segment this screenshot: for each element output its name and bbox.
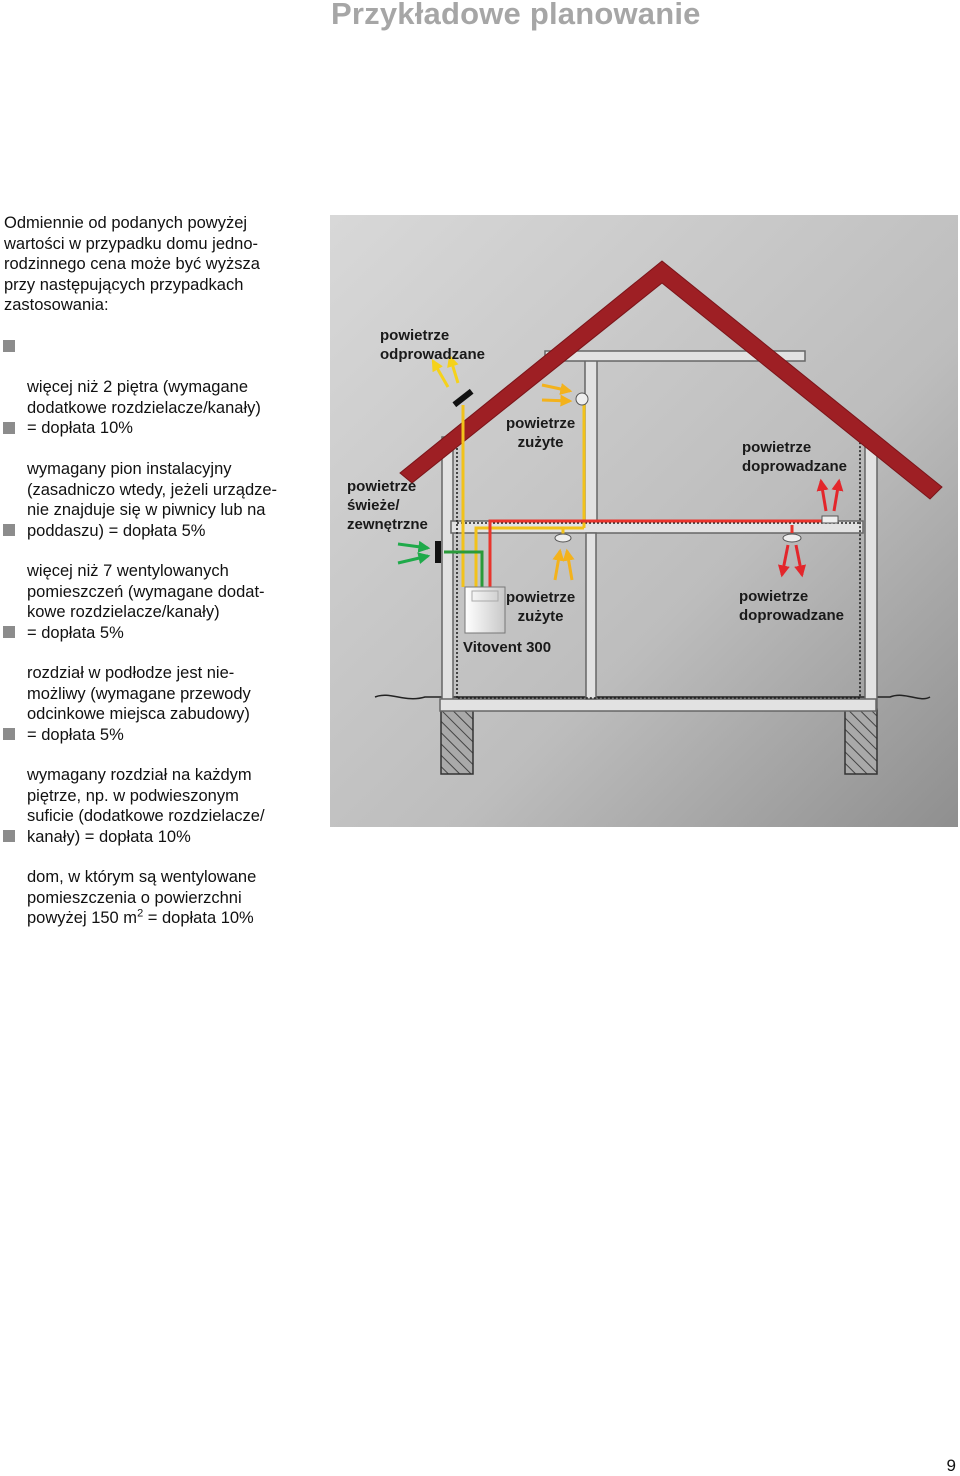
intro-paragraph: Odmiennie od podanych powyżej wartości w przypadku domu jedno- rodzinnego cena może być wyższa przy następujących przypadkach zastosowania: bbox=[4, 214, 260, 314]
page-title: Przykładowe planowanie bbox=[331, 0, 701, 31]
bullet-square-icon bbox=[3, 728, 15, 740]
label-supply-air-lower: powietrze doprowadzane bbox=[739, 588, 845, 624]
bullet-square-icon bbox=[3, 626, 15, 638]
extract-valve-lower bbox=[555, 534, 571, 542]
bullet-text: wymagany rozdział na każdym piętrze, np. w podwieszonym suficie (dodatkowe rozdzielacze/ kanały) = dopłata 10% bbox=[27, 766, 265, 846]
bullet-item bbox=[27, 826, 307, 929]
bullet-square-icon bbox=[3, 524, 15, 536]
label-fresh-air: powietrze świeże/ zewnętrzne bbox=[347, 478, 428, 533]
page-number: 9 bbox=[946, 1456, 956, 1475]
supply-valve-upper bbox=[822, 516, 838, 523]
bullet-text-before: dom, w którym są wentylowane pomieszczenia o powierzchni powyżej 150 m bbox=[27, 868, 257, 927]
label-extract-air-lower: powietrze zużyte bbox=[506, 589, 576, 625]
foundation-right bbox=[845, 709, 877, 774]
bullet-text: rozdział w podłodze jest nie- możliwy (wymagane przewody odcinkowe miejsca zabudowy) = dopłata 5% bbox=[27, 664, 251, 744]
bullet-square-icon bbox=[3, 340, 15, 352]
label-exhaust-air: powietrze odprowadzane bbox=[380, 327, 486, 363]
label-unit-name: Vitovent 300 bbox=[463, 639, 552, 656]
extract-valve-upper bbox=[576, 393, 588, 405]
bullet-superscript: 2 bbox=[137, 907, 144, 920]
fresh-air-intake-grille bbox=[435, 541, 441, 563]
ventilation-diagram bbox=[330, 215, 958, 827]
bullet-text: wymagany pion instalacyjny (zasadniczo wtedy, jeżeli urządze- nie znajduje się w piwnicy lub na poddaszu) = dopłata 5% bbox=[27, 460, 278, 540]
bullet-text-after: = dopłata 10% bbox=[143, 909, 254, 927]
supply-valve-lower bbox=[783, 534, 801, 542]
label-supply-air-upper: powietrze doprowadzane bbox=[742, 439, 848, 475]
bullet-square-icon bbox=[3, 830, 15, 842]
bullet-text: więcej niż 7 wentylowanych pomieszczeń (wymagane dodat- kowe rozdzielacze/kanały) = dopłata 5% bbox=[27, 562, 265, 642]
label-extract-air-upper: powietrze zużyte bbox=[506, 415, 576, 451]
bullet-text: więcej niż 2 piętra (wymagane dodatkowe rozdzielacze/kanały) = dopłata 10% bbox=[27, 378, 261, 437]
foundation-left bbox=[441, 709, 473, 774]
bullet-square-icon bbox=[3, 422, 15, 434]
vitovent-unit bbox=[465, 587, 505, 633]
extract-arrow bbox=[542, 400, 570, 401]
